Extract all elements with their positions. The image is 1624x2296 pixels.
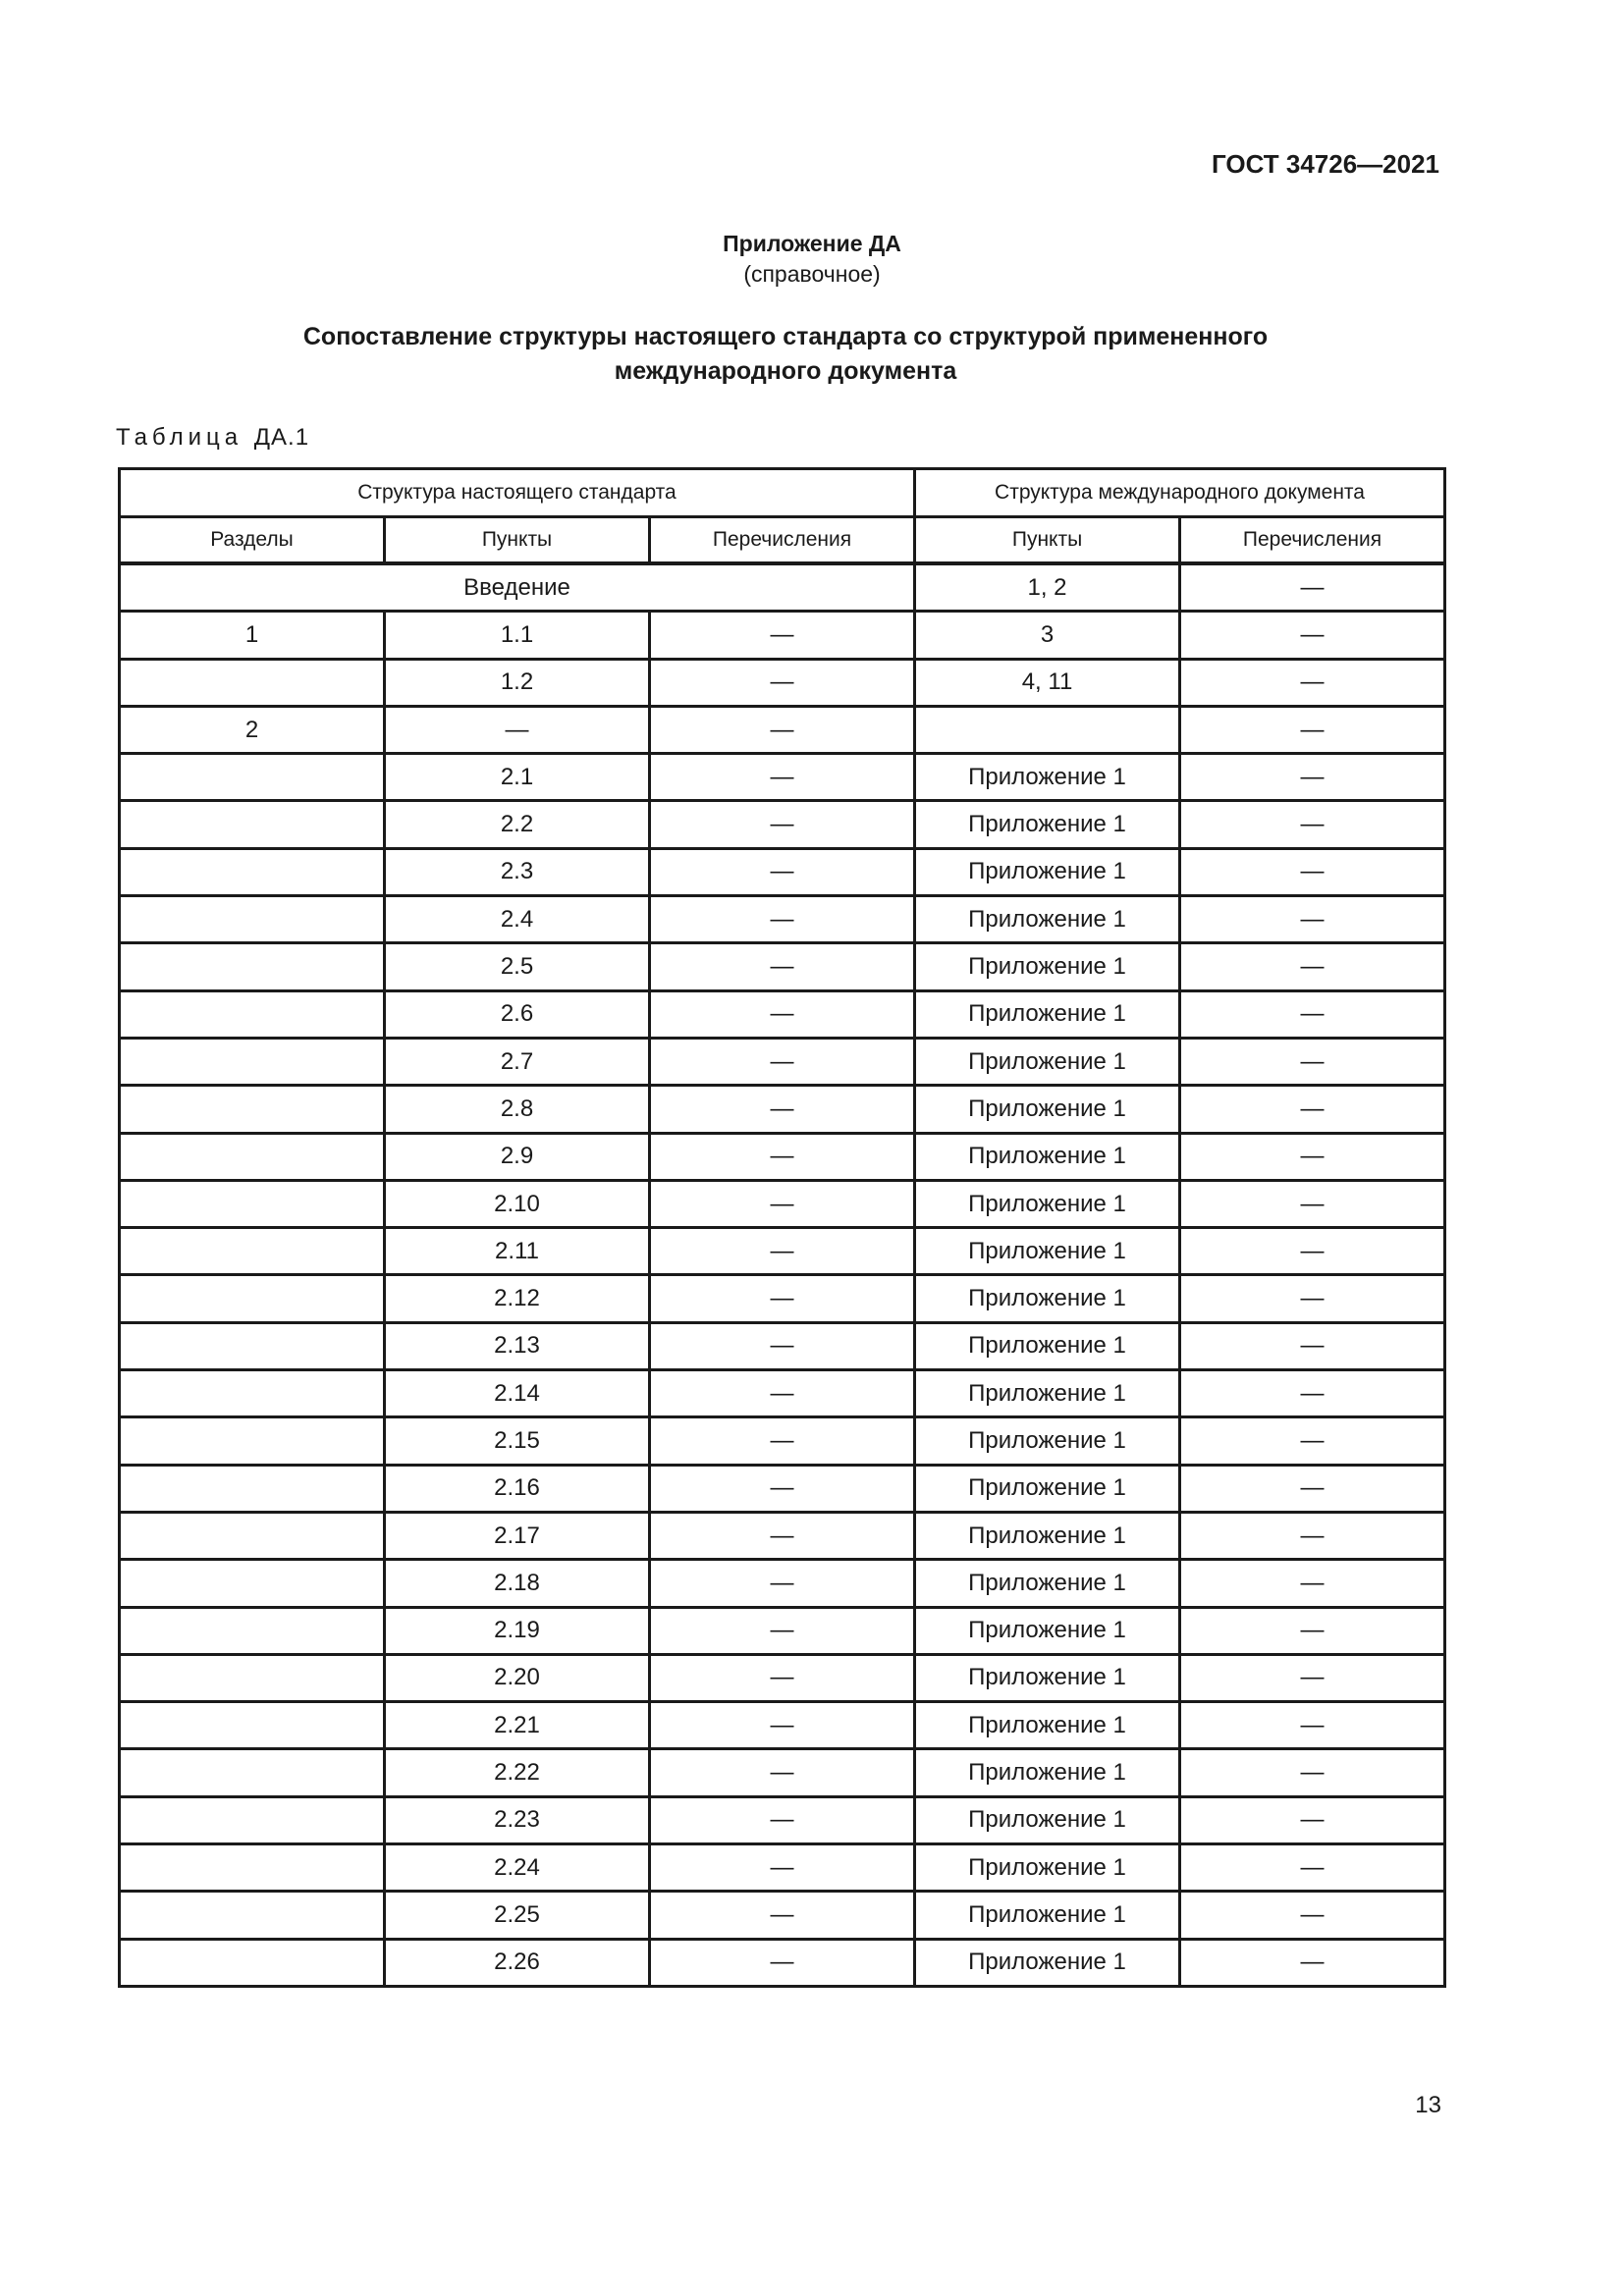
cell-section (120, 1465, 385, 1512)
cell-intl-point: Приложение 1 (915, 896, 1180, 943)
cell-section (120, 1512, 385, 1559)
cell-intl-enumeration: — (1180, 1512, 1445, 1559)
cell-intl-enumeration: — (1180, 1607, 1445, 1654)
cell-intl-point: Приложение 1 (915, 1749, 1180, 1796)
cell-intl-enumeration: — (1180, 801, 1445, 848)
cell-section (120, 1654, 385, 1701)
cell-section (120, 1417, 385, 1465)
cell-intl-enumeration: — (1180, 1654, 1445, 1701)
table-row (120, 1560, 1445, 1607)
cell-intl-enumeration: — (1180, 1180, 1445, 1227)
cell-point: 2.3 (385, 848, 650, 895)
cell-intl-point: Приложение 1 (915, 754, 1180, 801)
cell-enumeration: — (650, 1322, 915, 1369)
table-row (120, 1654, 1445, 1701)
cell-section: 2 (120, 706, 385, 753)
cell-intl-point: Приложение 1 (915, 943, 1180, 990)
cell-point: 2.6 (385, 990, 650, 1038)
cell-enumeration: — (650, 1228, 915, 1275)
cell-point: 2.5 (385, 943, 650, 990)
cell-enumeration: — (650, 1654, 915, 1701)
cell-intl-point: Приложение 1 (915, 1844, 1180, 1892)
table-row (120, 1038, 1445, 1085)
cell-intl-point: Приложение 1 (915, 1322, 1180, 1369)
cell-intl-point: Приложение 1 (915, 990, 1180, 1038)
cell-enumeration: — (650, 1796, 915, 1843)
table-caption-word: Таблица (116, 424, 244, 451)
cell-intl-enumeration: — (1180, 612, 1445, 659)
cell-point: 2.17 (385, 1512, 650, 1559)
cell-intl-point: Приложение 1 (915, 1512, 1180, 1559)
cell-intl-point: Приложение 1 (915, 1892, 1180, 1939)
cell-enumeration: — (650, 1607, 915, 1654)
cell-intl-enumeration: — (1180, 1560, 1445, 1607)
table-row (120, 1844, 1445, 1892)
cell-enumeration: — (650, 1702, 915, 1749)
table-row (120, 848, 1445, 895)
cell-section (120, 1275, 385, 1322)
cell-intl-enumeration: — (1180, 1796, 1445, 1843)
appendix-type: (справочное) (743, 261, 881, 287)
cell-intl-enumeration: — (1180, 1275, 1445, 1322)
cell-point: 2.16 (385, 1465, 650, 1512)
appendix-title: Приложение ДА (723, 231, 901, 256)
cell-section (120, 943, 385, 990)
cell-enumeration: — (650, 1275, 915, 1322)
cell-point: 2.18 (385, 1560, 650, 1607)
cell-intl-point: Приложение 1 (915, 1180, 1180, 1227)
cell-enumeration: — (650, 612, 915, 659)
col-header-intl-enumerations: Перечисления (1180, 517, 1445, 564)
table-row (120, 659, 1445, 706)
table-row (120, 1465, 1445, 1512)
cell-intl-point: Приложение 1 (915, 1038, 1180, 1085)
cell-intl-enumeration: — (1180, 990, 1445, 1038)
cell-intl-point: Приложение 1 (915, 1939, 1180, 1986)
document-title (0, 320, 1571, 389)
cell-point: 2.14 (385, 1370, 650, 1417)
cell-intl-enumeration: — (1180, 1749, 1445, 1796)
cell-enumeration: — (650, 801, 915, 848)
cell-enumeration: — (650, 990, 915, 1038)
cell-intl-point: Приложение 1 (915, 1086, 1180, 1133)
cell-point: 2.25 (385, 1892, 650, 1939)
cell-point: 2.23 (385, 1796, 650, 1843)
table-row (120, 1939, 1445, 1986)
comparison-table (118, 467, 1446, 1988)
cell-section (120, 659, 385, 706)
table-row (120, 1086, 1445, 1133)
cell-intl-point: Приложение 1 (915, 1275, 1180, 1322)
cell-enumeration: — (650, 848, 915, 895)
cell-point: 2.8 (385, 1086, 650, 1133)
cell-intl-enumeration: — (1180, 1038, 1445, 1085)
cell-section (120, 1322, 385, 1369)
table-row (120, 1702, 1445, 1749)
cell-point: 1.2 (385, 659, 650, 706)
cell-section (120, 1133, 385, 1180)
cell-section (120, 1844, 385, 1892)
page-number: 13 (1415, 2092, 1441, 2118)
cell-enumeration: — (650, 1086, 915, 1133)
table-row (120, 1607, 1445, 1654)
cell-point: 2.12 (385, 1275, 650, 1322)
cell-point: 2.11 (385, 1228, 650, 1275)
cell-section (120, 1796, 385, 1843)
cell-enumeration: — (650, 896, 915, 943)
table-row (120, 990, 1445, 1038)
title-line-2: международного документа (614, 357, 957, 385)
cell-enumeration: — (650, 1560, 915, 1607)
cell-enumeration: — (650, 943, 915, 990)
cell-enumeration: — (650, 706, 915, 753)
table-row (120, 943, 1445, 990)
col-header-points: Пункты (385, 517, 650, 564)
intro-label: Введение (120, 563, 915, 612)
cell-section: 1 (120, 612, 385, 659)
table-row (120, 801, 1445, 848)
table-row (120, 612, 1445, 659)
cell-intl-enumeration: — (1180, 943, 1445, 990)
col-header-intl-points: Пункты (915, 517, 1180, 564)
table-row (120, 1180, 1445, 1227)
cell-intl-enumeration: — (1180, 1133, 1445, 1180)
cell-section (120, 1038, 385, 1085)
intro-intl-enum: — (1180, 563, 1445, 612)
cell-enumeration: — (650, 1180, 915, 1227)
table-row (120, 754, 1445, 801)
cell-point: 2.10 (385, 1180, 650, 1227)
cell-point: 2.1 (385, 754, 650, 801)
cell-intl-enumeration: — (1180, 1465, 1445, 1512)
cell-point: 2.9 (385, 1133, 650, 1180)
cell-section (120, 896, 385, 943)
table-row (120, 1322, 1445, 1369)
cell-intl-point: Приложение 1 (915, 1228, 1180, 1275)
group-header-national: Структура настоящего стандарта (120, 469, 915, 517)
col-header-sections: Разделы (120, 517, 385, 564)
cell-point: 2.7 (385, 1038, 650, 1085)
cell-enumeration: — (650, 1939, 915, 1986)
cell-enumeration: — (650, 1512, 915, 1559)
cell-point: 2.19 (385, 1607, 650, 1654)
cell-intl-enumeration: — (1180, 848, 1445, 895)
cell-intl-enumeration: — (1180, 1417, 1445, 1465)
table-row (120, 1275, 1445, 1322)
table-row (120, 1749, 1445, 1796)
cell-section (120, 1180, 385, 1227)
cell-intl-point: Приложение 1 (915, 1370, 1180, 1417)
cell-point: — (385, 706, 650, 753)
col-header-enumerations: Перечисления (650, 517, 915, 564)
cell-point: 2.2 (385, 801, 650, 848)
cell-section (120, 1560, 385, 1607)
table-row (120, 1417, 1445, 1465)
cell-enumeration: — (650, 1038, 915, 1085)
cell-intl-point: Приложение 1 (915, 848, 1180, 895)
cell-section (120, 1892, 385, 1939)
cell-enumeration: — (650, 754, 915, 801)
group-header-international: Структура международного документа (915, 469, 1445, 517)
cell-intl-point: Приложение 1 (915, 1796, 1180, 1843)
table-caption (116, 424, 309, 452)
cell-enumeration: — (650, 1749, 915, 1796)
cell-section (120, 1749, 385, 1796)
cell-section (120, 1702, 385, 1749)
cell-section (120, 1939, 385, 1986)
cell-section (120, 1607, 385, 1654)
cell-point: 2.20 (385, 1654, 650, 1701)
cell-intl-point: 3 (915, 612, 1180, 659)
cell-point: 1.1 (385, 612, 650, 659)
cell-enumeration: — (650, 1465, 915, 1512)
cell-point: 2.21 (385, 1702, 650, 1749)
appendix-heading (0, 229, 1624, 290)
cell-intl-enumeration: — (1180, 1939, 1445, 1986)
cell-point: 2.26 (385, 1939, 650, 1986)
table-row (120, 1370, 1445, 1417)
cell-intl-point (915, 706, 1180, 753)
cell-enumeration: — (650, 659, 915, 706)
cell-section (120, 754, 385, 801)
table-row (120, 706, 1445, 753)
cell-enumeration: — (650, 1844, 915, 1892)
cell-point: 2.13 (385, 1322, 650, 1369)
table-row (120, 1133, 1445, 1180)
cell-intl-point: Приложение 1 (915, 1702, 1180, 1749)
cell-intl-enumeration: — (1180, 896, 1445, 943)
table-caption-number: ДА.1 (253, 424, 310, 451)
cell-intl-enumeration: — (1180, 1228, 1445, 1275)
cell-section (120, 1086, 385, 1133)
cell-intl-point: Приложение 1 (915, 1133, 1180, 1180)
standard-code: ГОСТ 34726—2021 (1212, 149, 1439, 179)
table-row (120, 1796, 1445, 1843)
cell-intl-enumeration: — (1180, 1086, 1445, 1133)
cell-section (120, 801, 385, 848)
cell-intl-enumeration: — (1180, 1844, 1445, 1892)
cell-point: 2.4 (385, 896, 650, 943)
cell-intl-enumeration: — (1180, 1322, 1445, 1369)
cell-intl-enumeration: — (1180, 1370, 1445, 1417)
table-row (120, 1228, 1445, 1275)
cell-point: 2.15 (385, 1417, 650, 1465)
cell-intl-point: Приложение 1 (915, 1465, 1180, 1512)
cell-intl-enumeration: — (1180, 659, 1445, 706)
cell-enumeration: — (650, 1370, 915, 1417)
cell-intl-point: Приложение 1 (915, 1417, 1180, 1465)
cell-point: 2.22 (385, 1749, 650, 1796)
intro-intl-points: 1, 2 (915, 563, 1180, 612)
cell-section (120, 990, 385, 1038)
table-row-intro (120, 563, 1445, 612)
cell-intl-enumeration: — (1180, 1702, 1445, 1749)
cell-enumeration: — (650, 1417, 915, 1465)
cell-intl-enumeration: — (1180, 754, 1445, 801)
cell-point: 2.24 (385, 1844, 650, 1892)
cell-section (120, 1370, 385, 1417)
cell-intl-enumeration: — (1180, 706, 1445, 753)
table-row (120, 1892, 1445, 1939)
table-row (120, 896, 1445, 943)
cell-section (120, 848, 385, 895)
cell-intl-point: Приложение 1 (915, 1607, 1180, 1654)
cell-intl-point: Приложение 1 (915, 1560, 1180, 1607)
cell-intl-point: Приложение 1 (915, 801, 1180, 848)
cell-enumeration: — (650, 1133, 915, 1180)
cell-section (120, 1228, 385, 1275)
title-line-1: Сопоставление структуры настоящего стандарта со структурой примененного (302, 323, 1269, 350)
cell-intl-point: Приложение 1 (915, 1654, 1180, 1701)
cell-intl-enumeration: — (1180, 1892, 1445, 1939)
cell-enumeration: — (650, 1892, 915, 1939)
table-row (120, 1512, 1445, 1559)
cell-intl-point: 4, 11 (915, 659, 1180, 706)
